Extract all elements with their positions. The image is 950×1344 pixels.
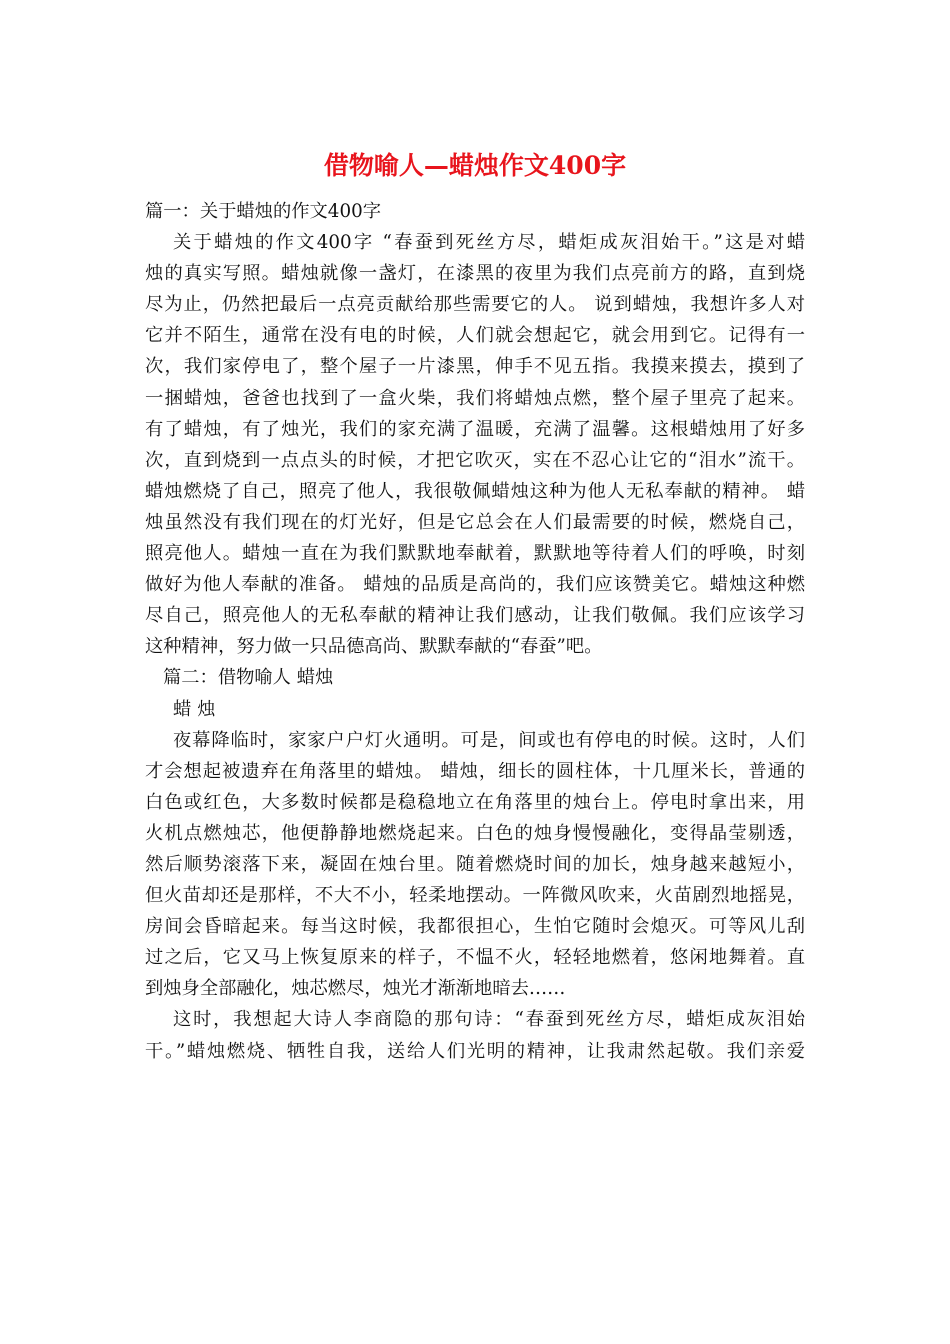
text-line: 篇一：关于蜡烛的作文400字: [145, 201, 381, 222]
text-line: 过之后，它又马上恢复原来的样子，不愠不火，轻轻地燃着，悠闲地舞着。直: [145, 947, 805, 969]
text-line: 然后顺势滚落下来，凝固在烛台里。随着燃烧时间的加长，烛身越来越短小，: [145, 853, 805, 875]
text-line: 做好为他人奉献的准备。 蜡烛的品质是高尚的，我们应该赞美它。蜡烛这种燃: [145, 574, 805, 596]
text-line: 才会想起被遗弃在角落里的蜡烛。 蜡烛，细长的圆柱体，十几厘米长，普通的: [145, 760, 805, 782]
text-line: 火机点燃烛芯，他便静静地燃烧起来。白色的烛身慢慢融化，变得晶莹剔透，: [145, 822, 805, 844]
text-line: 尽自己，照亮他人的无私奉献的精神让我们感动，让我们敬佩。我们应该学习: [145, 605, 805, 627]
text-line: 干。”蜡烛燃烧、牺牲自我，送给人们光明的精神，让我肃然起敬。我们亲爱: [145, 1040, 805, 1062]
text-line: 次，直到烧到一点点头的时候，才把它吹灭，实在不忍心让它的“泪水”流干。: [145, 449, 805, 471]
text-line: 这种精神，努力做一只品德高尚、默默奉献的“春蚕”吧。: [145, 636, 603, 658]
document-title: 借物喻人—蜡烛作文400字: [323, 151, 627, 180]
text-line: 篇二：借物喻人 蜡烛: [163, 667, 334, 689]
text-line: 它并不陌生，通常在没有电的时候，人们就会想起它，就会用到它。记得有一: [145, 325, 805, 347]
text-line: 次，我们家停电了，整个屋子一片漆黑，伸手不见五指。我摸来摸去，摸到了: [145, 356, 805, 378]
text-line: 这时，我想起大诗人李商隐的那句诗：“春蚕到死丝方尽，蜡炬成灰泪始: [173, 1009, 805, 1031]
text-line: 白色或红色，大多数时候都是稳稳地立在角落里的烛台上。停电时拿出来，用: [145, 791, 805, 813]
text-line: 一捆蜡烛，爸爸也找到了一盒火柴，我们将蜡烛点燃，整个屋子里亮了起来。: [145, 387, 805, 409]
text-line: 蜡烛燃烧了自己，照亮了他人，我很敬佩蜡烛这种为他人无私奉献的精神。 蜡: [145, 480, 805, 502]
text-line: 关于蜡烛的作文400字 “春蚕到死丝方尽，蜡炬成灰泪始干。”这是对蜡: [173, 232, 805, 254]
text-line: 有了蜡烛，有了烛光，我们的家充满了温暖，充满了温馨。这根蜡烛用了好多: [145, 418, 805, 440]
document-body: [145, 196, 805, 1067]
text-line: 到烛身全部融化，烛芯燃尽，烛光才渐渐地暗去……: [145, 978, 566, 1000]
text-line: 但火苗却还是那样，不大不小，轻柔地摆动。一阵微风吹来，火苗剧烈地摇晃，: [145, 885, 805, 907]
text-line: 夜幕降临时，家家户户灯火通明。可是，间或也有停电的时候。这时，人们: [173, 729, 805, 751]
text-line: 尽为止，仍然把最后一点亮贡献给那些需要它的人。 说到蜡烛，我想许多人对: [145, 294, 805, 316]
text-line: 烛的真实写照。蜡烛就像一盏灯，在漆黑的夜里为我们点亮前方的路，直到烧: [145, 263, 805, 285]
text-line: 房间会昏暗起来。每当这时候，我都很担心，生怕它随时会熄灭。可等风儿刮: [145, 916, 805, 938]
text-line: 蜡 烛: [173, 698, 216, 720]
text-line: 照亮他人。蜡烛一直在为我们默默地奉献着，默默地等待着人们的呼唤，时刻: [145, 543, 805, 565]
text-line: 烛虽然没有我们现在的灯光好，但是它总会在人们最需要的时候，燃烧自己，: [145, 511, 805, 533]
